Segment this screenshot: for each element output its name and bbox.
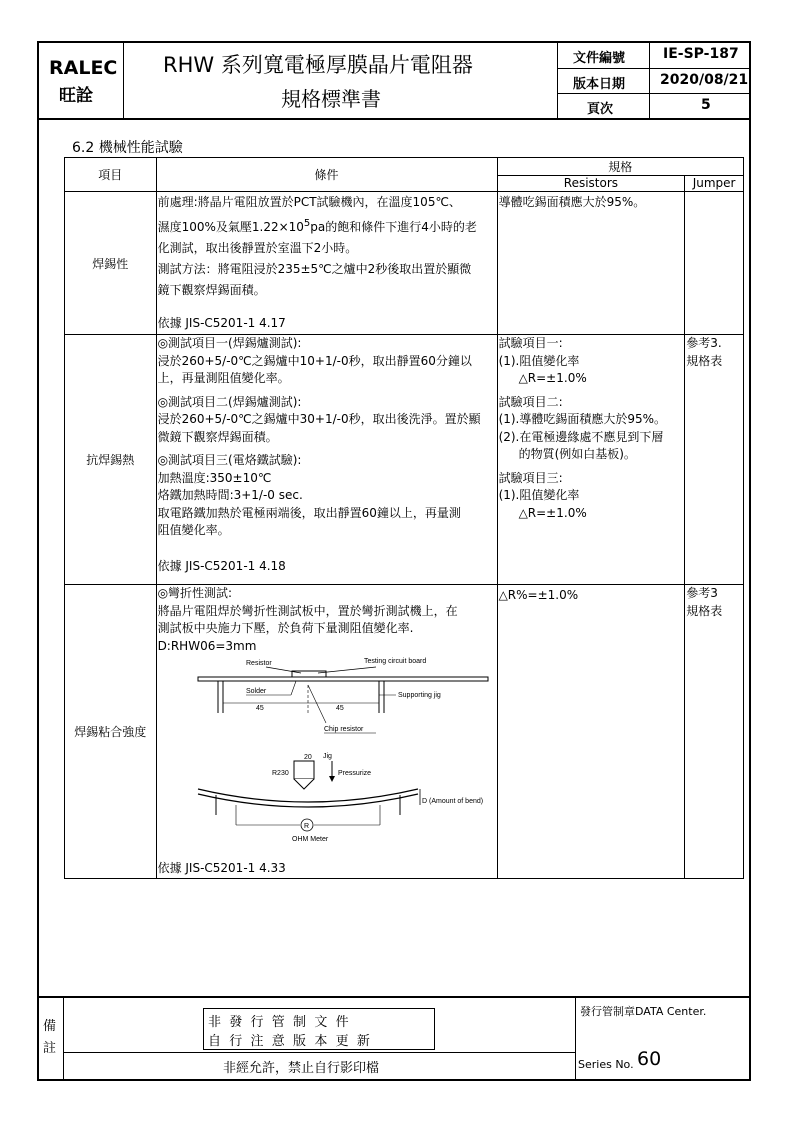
text-line: 加熱溫度:350±10℃ [157,470,272,485]
control-line1: 非 發 行 管 制 文 件 [208,1015,349,1030]
col-jumper-header: Jumper [685,176,744,192]
cond-line: 化測試，取出後靜置於室溫下2小時。 [157,241,358,255]
item-cell: 抗焊錫熱 [65,335,157,585]
col-item-header: 項目 [65,158,157,192]
footer [37,996,751,1081]
col-condition-header: 條件 [156,158,497,192]
basis-line: 依據 JIS-C5201-1 4.33 [157,861,286,875]
text-line: 試驗項目二: [498,394,563,409]
text-line: ◎測試項目二(焊錫爐測試): [157,394,302,409]
doc-no: IE-SP-187 [663,46,739,62]
series-no: 60 [637,1048,662,1070]
resistors-cell: 導體吃錫面積應大於95%。 [497,192,685,335]
control-line2: 自 行 注 意 版 本 更 新 [208,1034,370,1049]
page-label: 頁次 [587,102,614,117]
text-line: (1).導體吃錫面積應大於95%。 [498,412,667,426]
cond-line: 測試方法：將電阻浸於235±5℃之爐中2秒後取出置於顯微 [157,262,472,276]
text-line: 浸於260+5/-0℃之錫爐中30+1/-0秒，取出後洗淨。置於顯 [157,412,481,426]
text-line: (2).在電極邊緣處不應見到下層 [498,429,664,444]
resistors-cell: △R%=±1.0% [497,585,685,879]
series-label: Series No. [578,1058,634,1071]
text-line: 阻值變化率。 [157,523,230,537]
col-spec-header: 規格 [497,158,743,176]
doc-no-label: 文件編號 [573,51,626,66]
control-box [203,1008,435,1050]
condition-cell: ◎彎折性測試: 將晶片電阻焊於彎折性測試板中，置於彎折測試機上，在 測試板中央施力下壓，於負荷下量測阻值變化率. D:RHW06=3mm Resistor Testing circuit board Solder Supporting jig 45 45 Chip resistor 20 Jig R230 Pressurize D (Amount of bend) R OHM Meter 依據 JIS-C5201-1 4.33 [156,585,497,879]
section-title: 6.2 機械性能試驗 [72,140,183,156]
version-label: 版本日期 [573,77,626,92]
cond-line: 鏡下觀察焊錫面積。 [157,283,266,297]
fig2-dim: 20 [303,754,312,761]
fig-resistor-label: Resistor [245,660,272,667]
text-line: 取電路鐵加熱於電極兩端後，取出靜置60鐘以上，再量測 [157,505,461,520]
text-line: 上，再量測阻值變化率。 [157,371,290,385]
fig-dim-2: 45 [335,705,344,712]
fig2-r: R230 [271,770,289,777]
stamp-label: 發行管制章DATA Center. [580,1005,707,1018]
text-line: △R=±1.0% [518,371,587,385]
page-no: 5 [701,97,711,113]
company-zh: 旺詮 [59,86,93,106]
fig-jig-label: Supporting jig [397,692,441,699]
fig-dim-1: 45 [255,705,264,712]
text-line: (1).阻值變化率 [498,353,580,368]
fig2-d: D (Amount of bend) [421,798,483,805]
jumper-cell: 參考3 規格表 [685,585,744,879]
jumper-cell: 參考3. 規格表 [685,335,744,585]
text-line: 微鏡下觀察焊錫面積。 [157,429,278,444]
condition-cell [156,192,497,335]
note-label: 備 註 [43,1019,57,1056]
fig-chip-label: Chip resistor [323,726,363,733]
fig2-jig: Jig [322,753,332,760]
cond-line: 前處理:將晶片電阻放置於PCT試驗機內，在溫度105℃、 [157,195,461,209]
cond-line: 濕度100%及氣壓$1.22\times 10^5pa$的飽和條件下進行4小時的老 [157,218,477,234]
item-cell: 焊錫粘合強度 [65,585,157,879]
header [37,41,751,120]
fig-solder-label: Solder [245,688,266,695]
fig2-pressurize: Pressurize [337,770,371,777]
company-en: RALEC [49,57,118,79]
version-date: 2020/08/21 [660,72,749,88]
table-row [65,335,744,585]
doc-title-line1: RHW 系列寬電極厚膜晶片電阻器 [163,53,473,77]
doc-title-line2: 規格標準書 [281,87,381,111]
table-row [65,585,744,879]
jumper-cell [685,192,744,335]
text-line: ◎測試項目一(焊錫爐測試): [157,336,302,350]
basis-line: 依據 JIS-C5201-1 4.17 [157,316,286,330]
text-line: 烙鐵加熱時間:3+1/-0 sec. [157,488,303,502]
table-row [65,192,744,335]
text-line: ◎測試項目三(電烙鐵試驗): [157,453,302,467]
text-line: 浸於260+5/-0℃之錫爐中10+1/-0秒，取出靜置60分鐘以 [157,353,472,368]
text-line: 的物質(例如白基板)。 [518,447,636,461]
text-line: 試驗項目三: [498,470,563,485]
basis-line: 依據 JIS-C5201-1 4.18 [157,558,286,573]
text-line: △R=±1.0% [518,505,587,520]
bend-test-diagram [196,655,496,845]
resistors-cell [497,335,685,585]
text-line: (1).阻值變化率 [498,488,580,502]
fig-board-label: Testing circuit board [363,658,426,665]
fig2-meter: OHM Meter [291,836,328,843]
copy-notice: 非經允許，禁止自行影印檔 [223,1061,380,1076]
col-resistors-header: Resistors [497,176,685,192]
text-line: 試驗項目一: [498,336,563,350]
test-table [64,157,744,879]
fig2-omega: R [303,823,309,830]
item-cell: 焊錫性 [65,192,157,335]
condition-cell [156,335,497,585]
